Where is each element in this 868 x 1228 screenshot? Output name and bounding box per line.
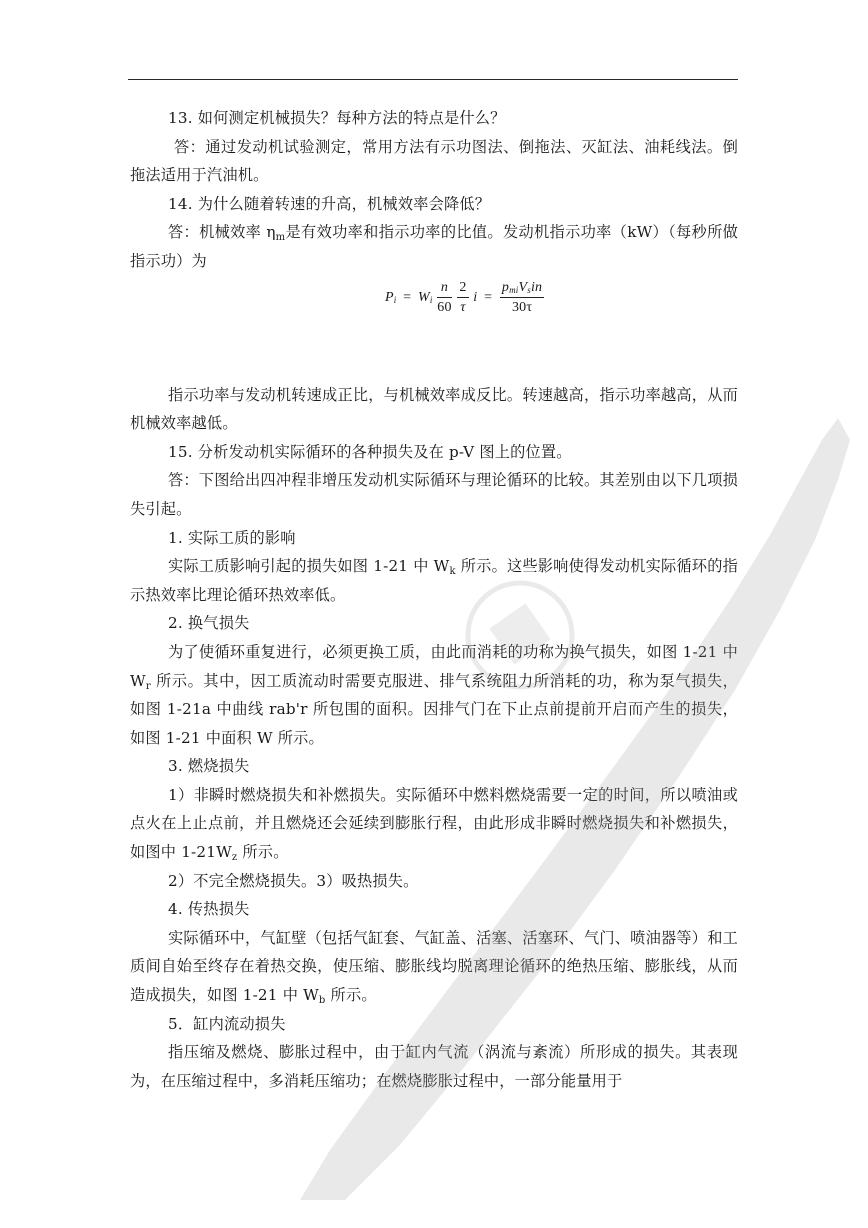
q15-question: 15. 分析发动机实际循环的各种损失及在 p-V 图上的位置。 bbox=[168, 442, 572, 461]
section-2-body: 为了使循环重复进行，必须更换工质，由此而消耗的功称为换气损失，如图 1-21 中 $W_r$ 所示。其中，因工质流动时需要克服进、排气系统阻力所消耗的功，称为泵气损失，如图 1-21a 中曲线 rab'r 所包围的面积。因排气门在下止点前提前开启而产生的损失，如图 1-21 中面积 W 所示。 bbox=[130, 642, 738, 747]
section-2-title: 2. 换气损失 bbox=[168, 614, 250, 633]
q14-explanation: 指示功率与发动机转速成正比，与机械效率成反比。转速越高，指示功率越高，从而机械效率越低。 bbox=[130, 385, 738, 433]
section-5-title: 5．缸内流动损失 bbox=[168, 1014, 286, 1033]
section-5-body: 指压缩及燃烧、膨胀过程中，由于缸内气流（涡流与紊流）所形成的损失。其表现为，在压缩过程中，多消耗压缩功；在燃烧膨胀过程中，一部分能量用于 bbox=[130, 1043, 738, 1090]
q14-answer: 答：机械效率 $\eta_m$是有效功率和指示功率的比值。发动机指示功率（kW）（每秒所做指示功）为 bbox=[130, 223, 739, 270]
section-1-title: 1. 实际工质的影响 bbox=[168, 528, 296, 547]
q13-question: 13. 如何测定机械损失？每种方法的特点是什么？ bbox=[168, 109, 506, 127]
q15-answer: 答：下图给出四冲程非增压发动机实际循环与理论循环的比较。其差别由以下几项损失引起。 bbox=[130, 471, 738, 518]
q13-answer: 答：通过发动机试验测定，常用方法有示功图法、倒拖法、灭缸法、油耗线法。倒拖法适用于汽油机。 bbox=[130, 137, 738, 185]
section-3-title: 3. 燃烧损失 bbox=[168, 757, 250, 776]
section-1-body: 实际工质影响引起的损失如图 1-21 中 $W_k$ 所示。这些影响使得发动机实际循环的指示热效率比理论循环热效率低。 bbox=[130, 557, 738, 604]
section-4-body: 实际循环中，气缸壁（包括气缸套、气缸盖、活塞、活塞环、气门、喷油器等）和工质间自始至终存在着热交换，使压缩、膨胀线均脱离理论循环的绝热压缩、膨胀线，从而造成损失，如图 1-21 中 $W_b$ 所示。 bbox=[130, 928, 738, 1007]
section-3-extra: 2）不完全燃烧损失。3）吸热损失。 bbox=[168, 871, 419, 890]
section-4-title: 4. 传热损失 bbox=[168, 900, 250, 919]
page-body bbox=[130, 104, 738, 1095]
section-3-body: 1）非瞬时燃烧损失和补燃损失。实际循环中燃料燃烧需要一定的时间，所以喷油或点火在上止点前，并且燃烧还会延续到膨胀行程，由此形成非瞬时燃烧损失和补燃损失，如图中 $1-21W_z$ 所示。 bbox=[130, 785, 738, 864]
indicated-power-formula: $P_i = W_i$ $\frac{n}{60}$ $\frac{2}{\tau}$ i = $\frac{p_{mi}V_sin}{30\tau}$ bbox=[385, 279, 543, 315]
q14-question: 14. 为什么随着转速的升高，机械效率会降低？ bbox=[168, 194, 491, 213]
header-rule bbox=[128, 79, 738, 80]
